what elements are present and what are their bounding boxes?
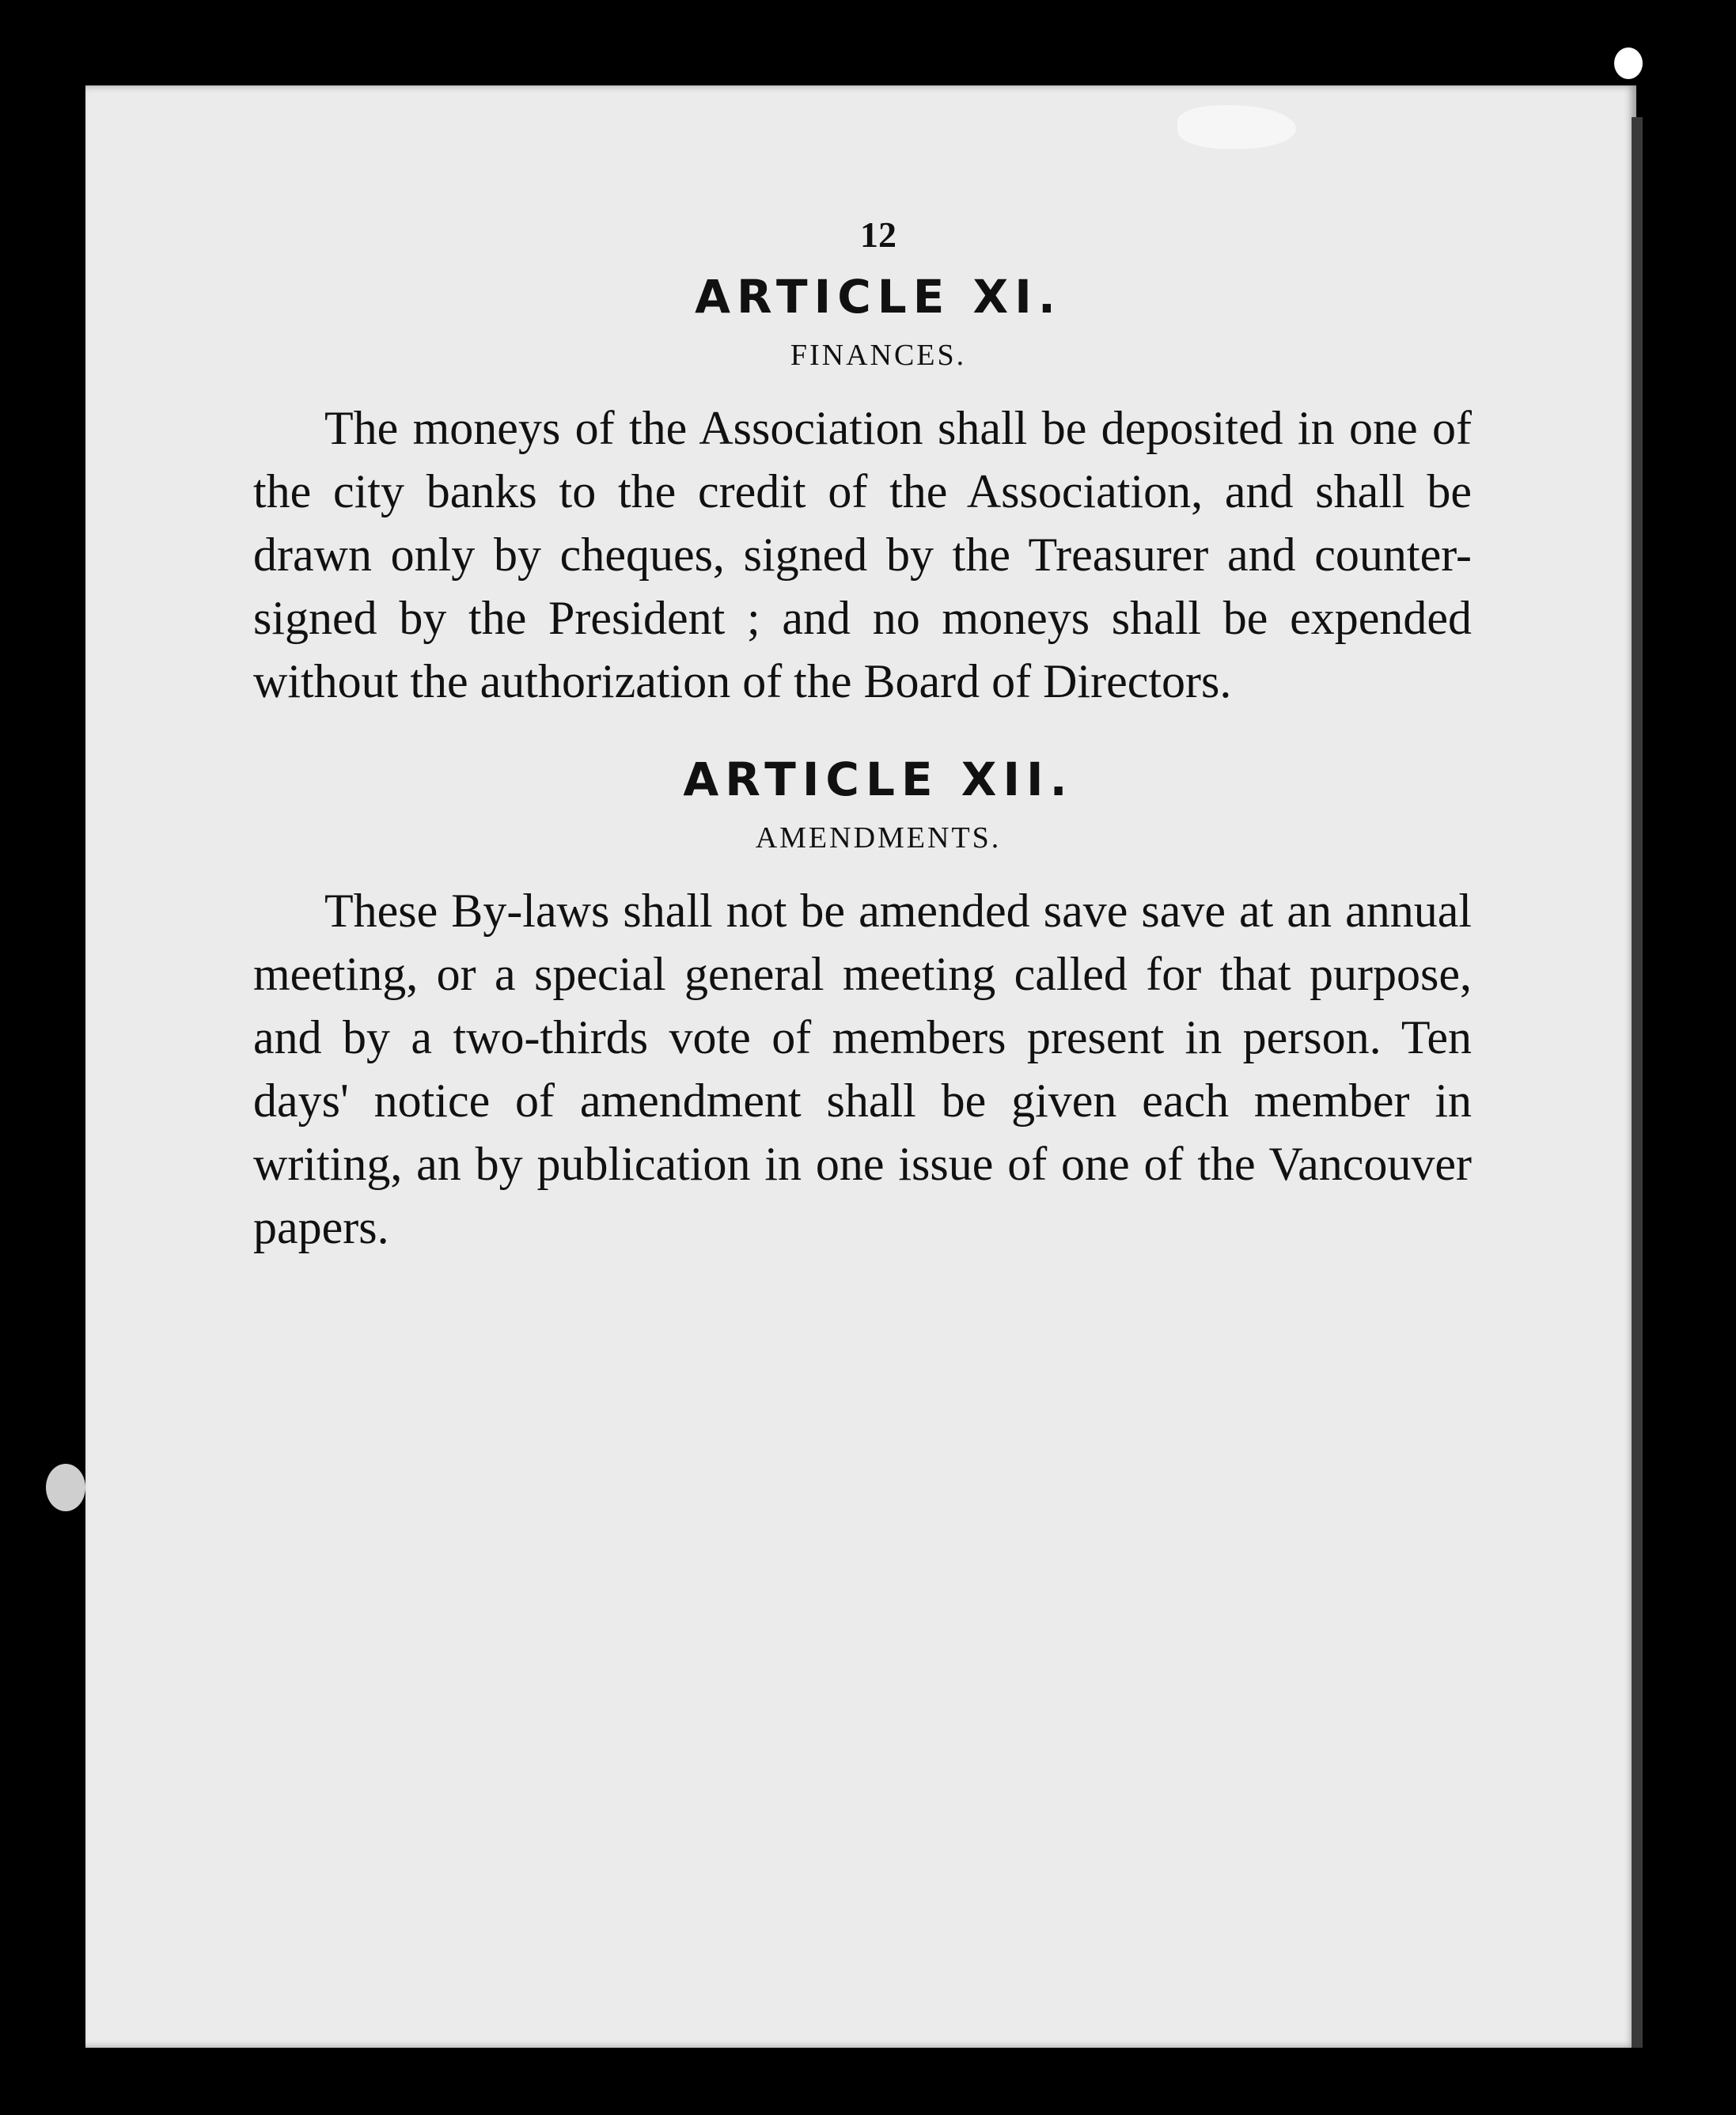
scan-speck (46, 1464, 85, 1511)
page-content (253, 214, 1472, 1298)
article-body: These By-laws shall not be amended save save at an annual meeting, or a special general meeting called for that purpose, and by a two-thirds vote of members present in person. Ten days' notice of amendment shall be given each member in writing, an by publication in one issue of one of the Vancouver papers. (253, 885, 1472, 1253)
article-xii (253, 752, 1472, 1259)
article-body: The moneys of the Association shall be deposited in one of the city banks to the credit of the Association, and shall be drawn only by cheques, signed by the Treasurer and counter-signed by the President ; and no moneys shall be expended without the authorization of the Board of Directors. (253, 402, 1472, 707)
page-edge-shadow (1632, 117, 1643, 2048)
paper-blemish (1177, 105, 1296, 149)
article-xi (253, 270, 1472, 713)
page-number: 12 (860, 214, 896, 255)
article-subtitle: FINANCES. (790, 339, 967, 372)
scan-speck (1614, 47, 1643, 79)
article-subtitle: AMENDMENTS. (755, 821, 1002, 855)
article-title: ARTICLE XI. (695, 270, 1062, 324)
article-title: ARTICLE XII. (683, 752, 1074, 806)
